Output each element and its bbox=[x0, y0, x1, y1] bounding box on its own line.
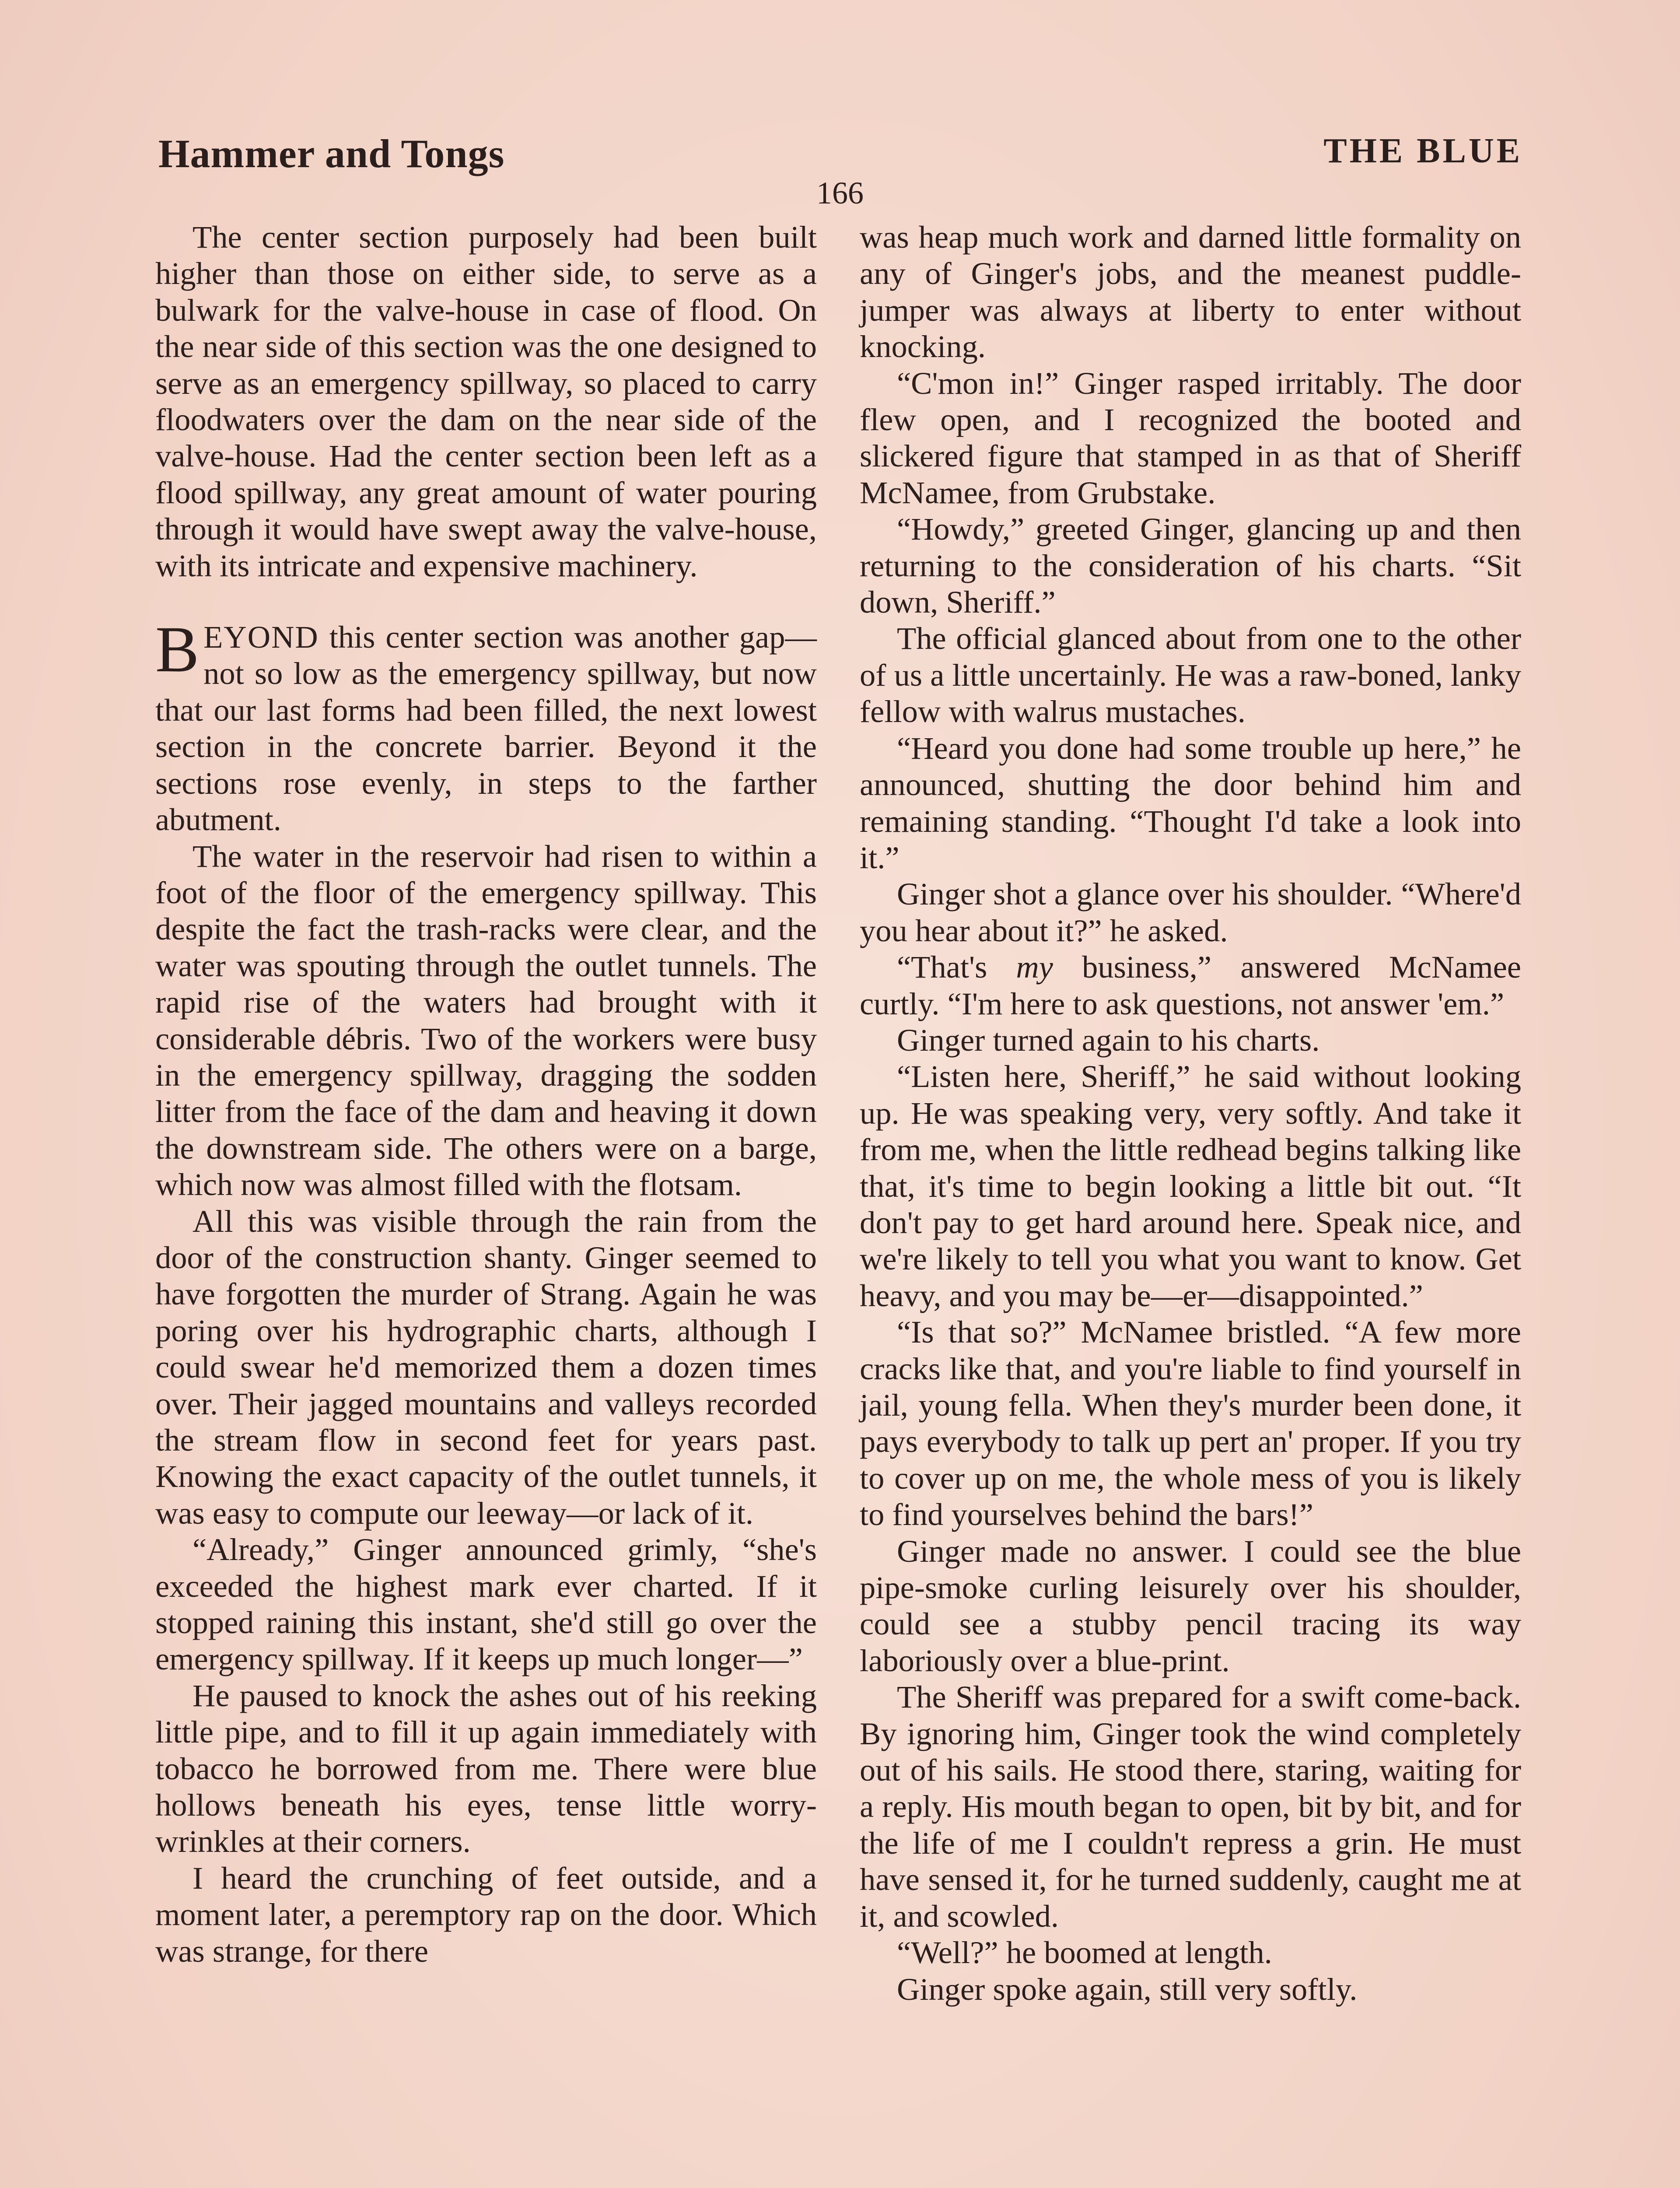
page-number: 166 bbox=[816, 175, 864, 210]
paragraph: “C'mon in!” Ginger rasped irritably. The door flew open, and I recognized the booted and slickered figure that stamped in as that of Sheriff McNamee, from Grubstake. bbox=[860, 365, 1521, 510]
paragraph: He paused to knock the ashes out of his reeking little pipe, and to fill it up again immediately with tobacco he borrowed from me. There were blue hollows beneath his eyes, tense little worry-wrinkles at their corners. bbox=[155, 1677, 817, 1859]
paragraph: Ginger turned again to his charts. bbox=[897, 1022, 1320, 1058]
paragraph: “Well?” he boomed at length. bbox=[897, 1935, 1272, 1971]
paragraph: “Listen here, Sheriff,” he said without looking up. He was speaking very, very softly. And take it from me, when the little redhead begins talking like that, it's time to begin looking a little bit out. “It don't pay to get hard around here. Speak nice, and we're likely to tell you what you want to know. Get heavy, and you may be—er—disappointed.” bbox=[860, 1059, 1521, 1313]
paragraph-text: this center section was another gap—not so low as the emergency spillway, but now that our last forms had been filled, the next lowest section in the concrete barrier. Beyond it the sections rose evenly, in steps to the farther abutment. bbox=[155, 619, 817, 838]
paragraph: The center section purposely had been built higher than those on either side, to serve as a bulwark for the valve-house in case of flood. On the near side of this section was the one designed to serve as an emergency spillway, so placed to carry floodwaters over the dam on the near side of the valve-house. Had the center section been left as a flood spillway, any great amount of water pouring through it would have swept away the valve-house, with its intricate and expensive machinery. bbox=[155, 219, 817, 583]
small-caps-word: EYOND bbox=[203, 619, 319, 655]
paragraph: The Sheriff was prepared for a swift come-back. By ignoring him, Ginger took the wind completely out of his sails. He stood there, staring, waiting for a reply. His mouth began to open, bit by bit, and for the life of me I couldn't repress a grin. He must have sensed it, for he turned suddenly, caught me at it, and scowled. bbox=[860, 1679, 1521, 1934]
paragraph: The water in the reservoir had risen to within a foot of the floor of the emergency spillway. This despite the fact the trash-racks were clear, and the water was spouting through the outlet tunnels. The rapid rise of the waters had brought with it considerable débris. Two of the workers were busy in the emergency spillway, dragging the sodden litter from the face of the dam and heaving it down the downstream side. The others were on a barge, which now was almost filled with the flotsam. bbox=[155, 838, 817, 1203]
drop-cap-letter: B bbox=[155, 613, 200, 686]
paragraph bbox=[860, 949, 1521, 1022]
paragraph: “Heard you done had some trouble up here,” he announced, shutting the door behind him and remaining standing. “Thought I'd take a look into it.” bbox=[860, 730, 1521, 875]
paragraph: Ginger made no answer. I could see the blue pipe-smoke curling leisurely over his shoulder, could see a stubby pencil tracing its way laboriously over a blue-print. bbox=[860, 1533, 1521, 1678]
text-column-left bbox=[155, 219, 817, 1969]
paragraph: was heap much work and darned little formality on any of Ginger's jobs, and the meanest puddle-jumper was always at liberty to enter without knocking. bbox=[860, 219, 1521, 365]
paragraph: “Already,” Ginger announced grimly, “she's exceeded the highest mark ever charted. If it stopped raining this instant, she'd still go over the emergency spillway. If it keeps up much longer—” bbox=[155, 1532, 817, 1677]
paragraph-dropcap bbox=[155, 613, 817, 838]
paragraph: I heard the crunching of feet outside, and a moment later, a peremptory rap on the door. Which was strange, for there bbox=[155, 1860, 817, 1969]
paragraph-text: business,” answered McNamee curtly. “I'm here to ask questions, not answer 'em.” bbox=[860, 949, 1521, 1021]
paragraph: “Is that so?” McNamee bristled. “A few more cracks like that, and you're liable to find yourself in jail, young fella. When they's murder been done, it pays everybody to talk up pert an' proper. If you try to cover up on me, the whole mess of you is likely to find yourselves behind the bars!” bbox=[860, 1314, 1521, 1532]
paragraph: “Howdy,” greeted Ginger, glancing up and then returning to the consideration of his charts. “Sit down, Sheriff.” bbox=[860, 511, 1521, 620]
text-column-right bbox=[860, 219, 1521, 2007]
running-head-story-title: Hammer and Tongs bbox=[158, 131, 505, 176]
emphasis-word: my bbox=[1016, 949, 1053, 985]
paragraph: Ginger shot a glance over his shoulder. “Where'd you hear about it?” he asked. bbox=[860, 876, 1521, 948]
paragraph-text: “That's bbox=[897, 949, 1016, 985]
paragraph: Ginger spoke again, still very softly. bbox=[897, 1971, 1358, 2007]
paragraph: The official glanced about from one to the other of us a little uncertainly. He was a raw-boned, lanky fellow with walrus mustaches. bbox=[860, 621, 1521, 729]
paragraph: All this was visible through the rain from the door of the construction shanty. Ginger seemed to have forgotten the murder of Strang. Again he was poring over his hydrographic charts, although I could swear he'd memorized them a dozen times over. Their jagged mountains and valleys recorded the stream flow in second feet for years past. Knowing the exact capacity of the outlet tunnels, it was easy to compute our leeway—or lack of it. bbox=[155, 1203, 817, 1531]
running-head-magazine-title: THE BLUE bbox=[1323, 132, 1522, 170]
